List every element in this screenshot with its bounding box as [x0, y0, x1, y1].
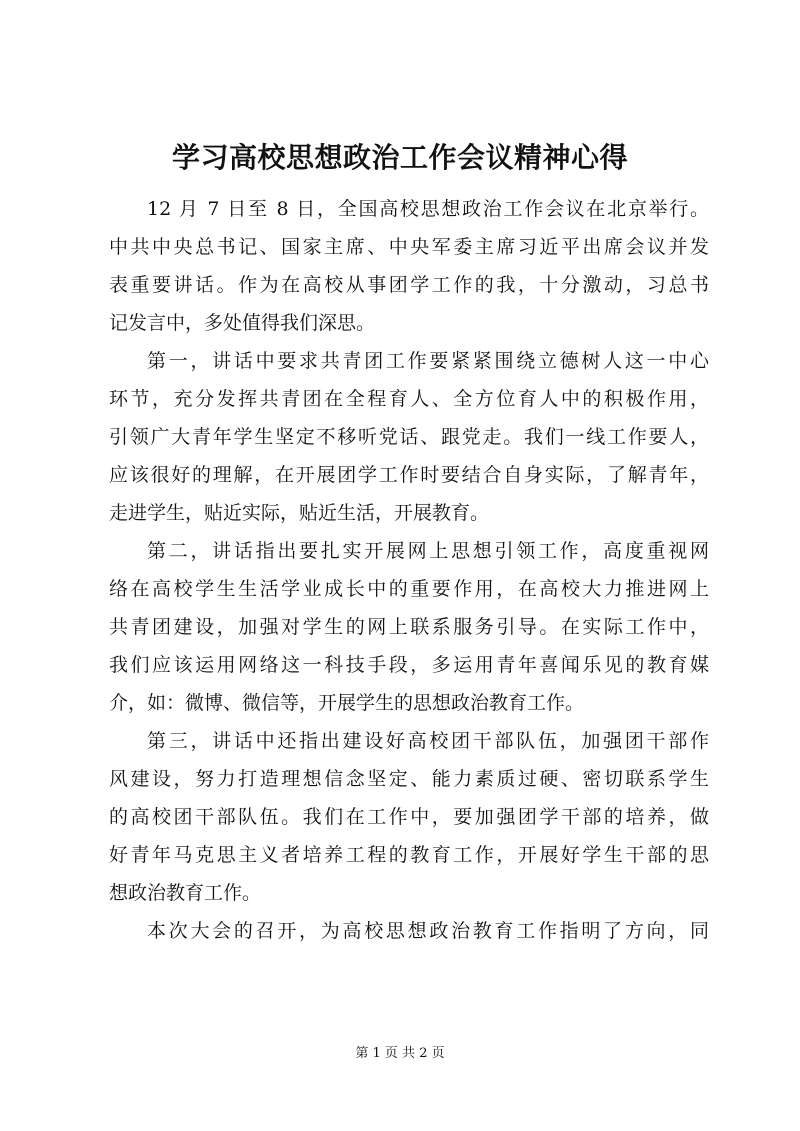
paragraph	[109, 190, 709, 342]
text-line: 走进学生，贴近实际，贴近生活，开展教育。	[109, 502, 490, 524]
text-line: 应该很好的理解，在开展团学工作时要结合自身实际，了解青年，	[109, 464, 709, 486]
text-line: 记发言中，多处值得我们深思。	[109, 312, 376, 334]
paragraph	[109, 342, 709, 532]
text-line: 好青年马克思主义者培养工程的教育工作，开展好学生干部的思	[109, 844, 709, 866]
text-line: 第三，讲话中还指出建设好高校团干部队伍，加强团干部作	[147, 730, 709, 752]
text-line: 12 月 7 日至 8 日，全国高校思想政治工作会议在北京举行。	[147, 198, 709, 220]
text-line: 表重要讲话。作为在高校从事团学工作的我，十分激动，习总书	[109, 274, 709, 296]
text-line: 本次大会的召开，为高校思想政治教育工作指明了方向，同	[147, 920, 709, 942]
paragraph	[109, 722, 709, 912]
document-body	[109, 190, 709, 950]
text-line: 环节，充分发挥共青团在全程育人、全方位育人中的积极作用，	[109, 388, 709, 410]
page-footer: 第 1 页 共 2 页	[355, 1046, 445, 1061]
paragraph	[109, 912, 709, 950]
text-line: 第一，讲话中要求共青团工作要紧紧围绕立德树人这一中心	[147, 350, 709, 372]
text-line: 引领广大青年学生坚定不移听党话、跟党走。我们一线工作要人，	[109, 426, 709, 448]
paragraph	[109, 532, 709, 722]
text-line: 共青团建设，加强对学生的网上联系服务引导。在实际工作中，	[109, 616, 709, 638]
text-line: 的高校团干部队伍。我们在工作中，要加强团学干部的培养，做	[109, 806, 709, 828]
text-line: 想政治教育工作。	[109, 882, 262, 904]
text-line: 介，如：微博、微信等，开展学生的思想政治教育工作。	[109, 692, 585, 714]
text-line: 第二，讲话指出要扎实开展网上思想引领工作，高度重视网	[147, 540, 709, 562]
document-title: 学习高校思想政治工作会议精神心得	[171, 141, 628, 174]
text-line: 络在高校学生生活学业成长中的重要作用，在高校大力推进网上	[109, 578, 709, 600]
text-line: 中共中央总书记、国家主席、中央军委主席习近平出席会议并发	[109, 236, 709, 258]
text-line: 风建设，努力打造理想信念坚定、能力素质过硬、密切联系学生	[109, 768, 709, 790]
text-line: 我们应该运用网络这一科技手段，多运用青年喜闻乐见的教育媒	[109, 654, 709, 676]
